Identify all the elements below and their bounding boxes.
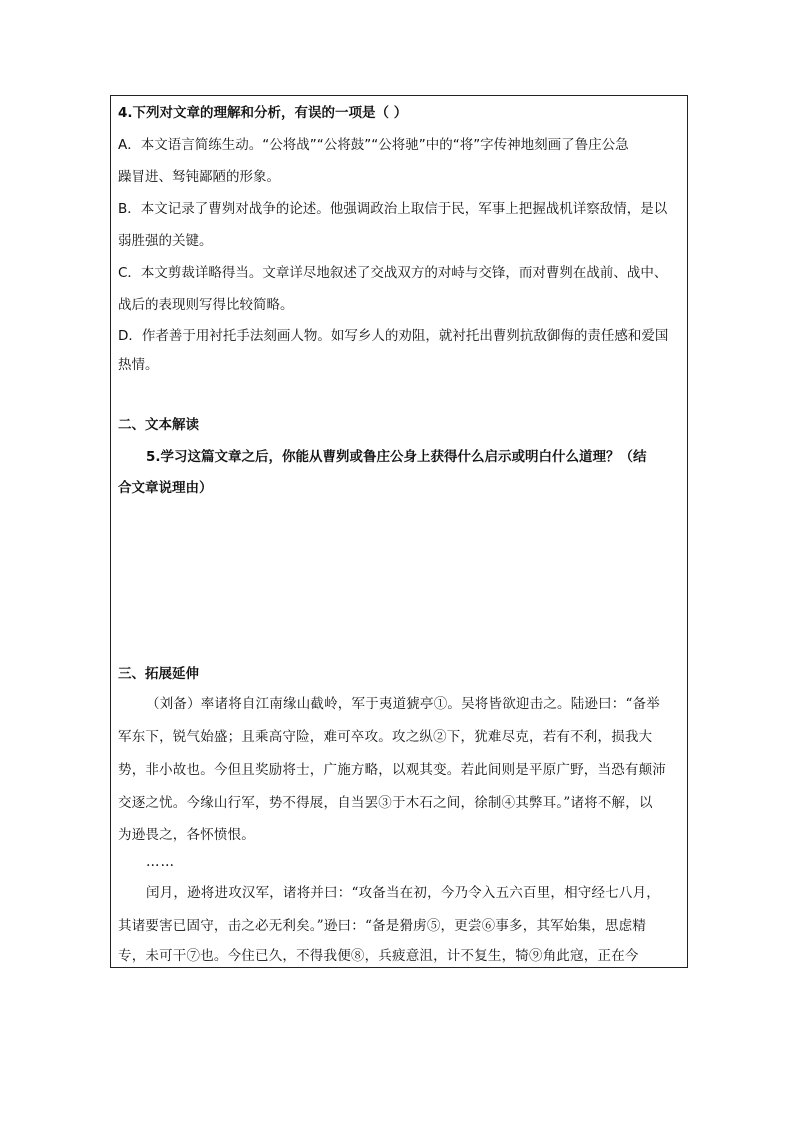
passage-ellipsis: …… <box>146 854 175 870</box>
option-a-line1: A．本文语言简练生动。“公将战”“公将鼓”“公将驰”中的“将”字传神地刻画了鲁庄公急 <box>118 137 629 153</box>
option-d-line1: D．作者善于用衬托手法刻画人物。如写乡人的劝阻，就衬托出曹刿抗敌御侮的责任感和爱国 <box>118 328 669 344</box>
passage-line-3: 势，非小故也。今但且奖励将士，广施方略，以观其变。若此间则是平原广野，当恐有颠沛 <box>118 762 666 778</box>
option-d-line2: 热情。 <box>118 357 159 373</box>
passage-line-2: 军东下，锐气始盛；且乘高守险，难可卒攻。攻之纵②下，犹难尽克，若有不利，损我大 <box>118 729 653 745</box>
option-b-line1: B．本文记录了曹刿对战争的论述。他强调政治上取信于民，军事上把握战机详察敌情，是以 <box>118 201 668 217</box>
passage-line-8: 专，未可干⑦也。今住已久，不得我便⑧，兵疲意沮，计不复生，犄⑨角此寇，正在今 <box>118 948 639 964</box>
question5-line2: 合文章说理由） <box>118 480 213 496</box>
passage-line-5: 为逊畏之，各怀愤恨。 <box>118 827 255 843</box>
passage-line-4: 交逐之忧。今缘山行军，势不得展，自当罢③于木石之间，徐制④其弊耳。”诸将不解，以 <box>118 795 653 811</box>
question4-stem: 4.下列对文章的理解和分析，有误的一项是（ ） <box>118 105 408 121</box>
passage-line-1: （刘备）率诸将自江南缘山截岭，军于夷道猇亭①。吴将皆欲迎击之。陆逊曰：“备举 <box>146 696 661 712</box>
passage-line-7: 其诸要害已固守，击之必无利矣。”逊曰：“备是猾虏⑤，更尝⑥事多，其军始集，思虑精 <box>118 918 647 934</box>
option-c-line2: 战后的表现则写得比较简略。 <box>118 297 294 313</box>
section3-heading: 三、拓展延伸 <box>118 666 199 682</box>
option-a-line2: 躁冒进、驽钝鄙陋的形象。 <box>118 169 280 185</box>
option-b-line2: 弱胜强的关键。 <box>118 233 213 249</box>
section2-heading: 二、文本解读 <box>118 417 199 433</box>
question5-line1: 5.学习这篇文章之后，你能从曹刿或鲁庄公身上获得什么启示或明白什么道理？（结 <box>146 449 647 465</box>
option-c-line1: C．本文剪裁详略得当。文章详尽地叙述了交战双方的对峙与交锋，而对曹刿在战前、战中、 <box>118 265 668 281</box>
passage-line-6: 闰月，逊将进攻汉军，诸将并曰：“攻备当在初，今乃令入五六百里，相守经七八月， <box>146 885 661 901</box>
